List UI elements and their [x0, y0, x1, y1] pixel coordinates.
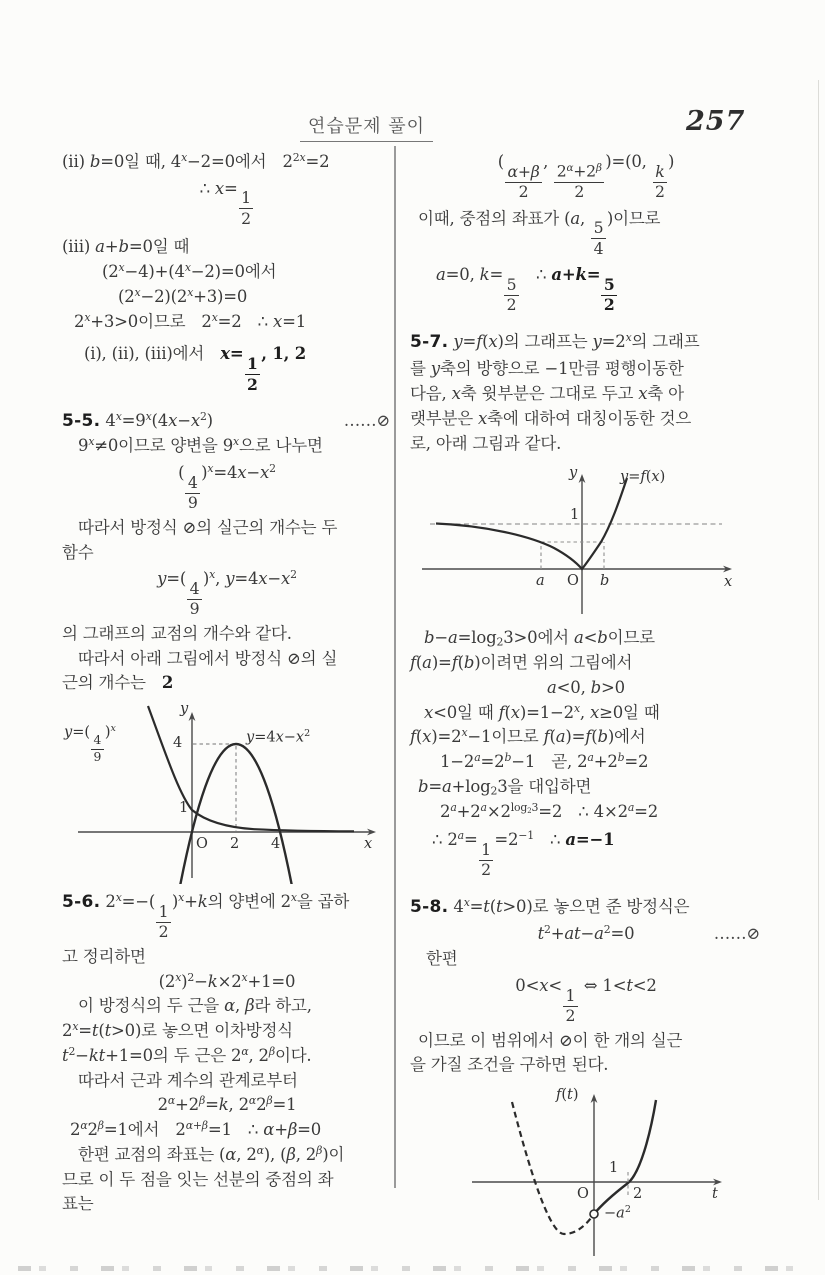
curve2-equation-label: $y=4x-x^2$ — [246, 728, 311, 746]
reference-mark: ……⊘ — [343, 410, 390, 430]
text-line: 따라서 아래 그림에서 방정식 ⊘의 실 — [78, 648, 338, 668]
text-line: $2^\alpha+2^\beta=k$, $2^\alpha 2^\beta=1$ — [157, 1094, 297, 1115]
text-line: 한편 — [426, 949, 458, 969]
text-line: a=0, k= $\frac{5}{2}$ ∴ a+k= $\frac{5}{2}$ — [410, 263, 762, 314]
text-line: 로, 아래 그림과 같다. — [410, 433, 562, 453]
figure-5-8-graph — [456, 1086, 736, 1261]
tick-2: 2 — [633, 1186, 643, 1203]
text-line: 므로 이 두 점을 잇는 선분의 중점의 좌 — [62, 1169, 334, 1189]
origin-label: O — [577, 1186, 589, 1203]
text-line: $9^x\ne 0$이므로 양변을 9$^x$으로 나누면 — [78, 435, 323, 456]
text-line: 따라서 근과 계수의 관계로부터 — [78, 1070, 298, 1090]
text-line: 이 방정식의 두 근을 α, β라 하고, — [78, 996, 312, 1016]
right-column-text-2 — [410, 626, 762, 1078]
column-divider — [394, 146, 396, 1188]
x-axis-label: x — [724, 574, 733, 591]
origin-label: O — [567, 573, 579, 590]
scan-edge-line — [818, 80, 819, 1200]
text-line: 을 가질 조건을 구하면 된다. — [410, 1055, 609, 1075]
figure-5-7-svg — [410, 466, 750, 618]
text-line: $2^\alpha 2^\beta=1$에서 $2^{\alpha+\beta}=1$ ∴ α+β=0 — [70, 1119, 322, 1140]
y-intercept-label: $-a^2$ — [604, 1204, 631, 1222]
left-column-text-2 — [62, 890, 392, 1217]
figure-5-5-graph — [62, 702, 392, 884]
t-axis-label: t — [712, 1186, 718, 1203]
text-line: $b-a=\log_23>0$에서 a<b이므로 — [424, 628, 655, 650]
parabola-dashed-branch — [512, 1102, 594, 1234]
text-line: (ⅰ), (ⅱ), (ⅲ)에서 x= $\frac{1}{2}$ , 1, 2 — [84, 344, 306, 394]
curve1-equation-label: y=( $\frac{4}{9}$ )$^x$ — [64, 723, 116, 765]
text-line: $b=a+\log_23$을 대입하면 — [418, 776, 592, 798]
text-line: 다음, x축 윗부분은 그대로 두고 x축 아 — [410, 384, 684, 404]
tick-1: 1 — [609, 1160, 619, 1177]
text-line: ( $\frac{4}{9}$ )$^x=4x-x^2$ — [178, 462, 276, 513]
text-line: 의 그래프의 교점의 개수와 같다. — [62, 623, 292, 643]
text-line: 근의 개수는 2 — [62, 673, 174, 693]
text-line: y=( $\frac{4}{9}$ )$^x$, $y=4x-x^2$ — [157, 568, 297, 619]
text-line: 표는 — [62, 1194, 94, 1214]
text-line: ∴ x= $\frac{1}{2}$ — [62, 177, 392, 228]
right-column — [410, 150, 762, 1261]
figure-5-7-graph — [410, 466, 750, 618]
f-axis-label: f(t) — [556, 1087, 579, 1104]
text-line: ( $\frac{\alpha+\beta}{2}$ , $\frac{2^\alpha+2^\beta}{2}$ )=(0, $\frac{k}{2}$ ) — [497, 152, 675, 202]
text-line: 고 정리하면 — [62, 946, 146, 966]
origin-label: O — [196, 836, 208, 853]
text-line: 이므로 이 범위에서 ⊘이 한 개의 실근 — [418, 1030, 683, 1050]
text-line: $2^x=t(t>0)$로 놓으면 이차방정식 — [62, 1020, 293, 1041]
tick-y4: 4 — [173, 735, 183, 752]
tick-x4: 4 — [271, 836, 281, 853]
left-column-text-1 — [62, 150, 392, 696]
parabola-solid-branch — [594, 1100, 656, 1214]
y-axis-label: y — [180, 701, 189, 718]
text-line: 를 y축의 방향으로 −1만큼 평행이동한 — [410, 359, 684, 379]
text-line: $f(x)=2^x-1$이므로 f(a)=f(b)에서 — [410, 726, 646, 747]
tick-y1: 1 — [179, 800, 189, 817]
text-line: $t^2+at-a^2=0$ ……⊘ — [410, 922, 762, 947]
text-line: (ⅲ) a+b=0일 때 — [62, 237, 190, 257]
text-line: 5-7. y=f(x)의 그래프는 $y=2^x$의 그래프 — [410, 330, 700, 352]
left-column — [62, 150, 392, 1217]
text-line: $t^2-kt+1=0$의 두 근은 $2^\alpha$, $2^\beta$이다. — [62, 1044, 312, 1065]
text-line: x<0일 때 $f(x)=1-2^x$, x≥0일 때 — [424, 701, 660, 722]
tick-x2: 2 — [230, 836, 240, 853]
text-line: ∴ $2^a=$ $\frac{1}{2}$ $=2^{-1}$ ∴ a=−1 — [432, 829, 615, 880]
text-line: 한편 교점의 좌표는 (α, $2^\alpha$), (β, $2^\beta$)이 — [78, 1143, 345, 1164]
text-line: 랫부분은 x축에 대하여 대칭이동한 것으 — [410, 408, 692, 428]
text-line: a<0, b>0 — [547, 677, 625, 697]
curve-equation-label: y=f(x) — [620, 469, 666, 486]
tick-a: a — [536, 573, 545, 590]
text-line: 함수 — [62, 542, 94, 562]
page-number: 257 — [686, 106, 746, 137]
text-line: $(2^x-2)(2^x+3)=0$ — [118, 285, 248, 306]
scan-artifact — [18, 1266, 808, 1271]
text-line: (ⅱ) b=0일 때, $4^x-2=0$에서 $2^{2x}=2$ — [62, 151, 330, 171]
text-line: $(2^x-4)+(4^x-2)=0$에서 — [102, 261, 277, 282]
text-line: 5-5. $4^x=9^x(4x-x^2)$ ……⊘ — [62, 409, 392, 435]
text-line: 이때, 중점의 좌표가 (a, $\frac{5}{4}$ )이므로 — [418, 208, 661, 258]
y-intercept-point — [590, 1210, 598, 1218]
y-axis-label: y — [569, 465, 578, 482]
text-line: $1-2^a=2^b-1$ 곧, $2^a+2^b=2$ — [440, 751, 649, 772]
x-axis-label: x — [364, 836, 373, 853]
tick-b: b — [600, 573, 610, 590]
text-line: 5-8. $4^x=t(t>0)$로 놓으면 준 방정식은 — [410, 895, 690, 917]
text-line: $2^x+3>0$이므로 $2^x=2$ ∴ x=1 — [74, 310, 307, 331]
text-line: f(a)=f(b)이려면 위의 그림에서 — [410, 653, 633, 673]
tick-y1: 1 — [570, 507, 580, 524]
text-line: $2^a+2^a\times 2^{log_23}=2$ ∴ $4\times 2^a=2$ — [440, 800, 659, 821]
reference-mark: ……⊘ — [713, 924, 760, 944]
text-line: 따라서 방정식 ⊘의 실근의 개수는 두 — [78, 517, 338, 537]
text-line: 5-6. $2^x=-$( $\frac{1}{2}$ )$^x$+k의 양변에 2$^x$을 곱하 — [62, 891, 350, 942]
text-line: $(2^x)^2-k\times 2^x+1=0$ — [158, 970, 296, 991]
figure-5-8-svg — [456, 1086, 736, 1261]
right-column-text-1 — [410, 150, 762, 456]
page-header-title: 연습문제 풀이 — [300, 112, 433, 142]
text-line: 0<x< $\frac{1}{2}$ ⇔ 1<t<2 — [515, 975, 657, 1026]
